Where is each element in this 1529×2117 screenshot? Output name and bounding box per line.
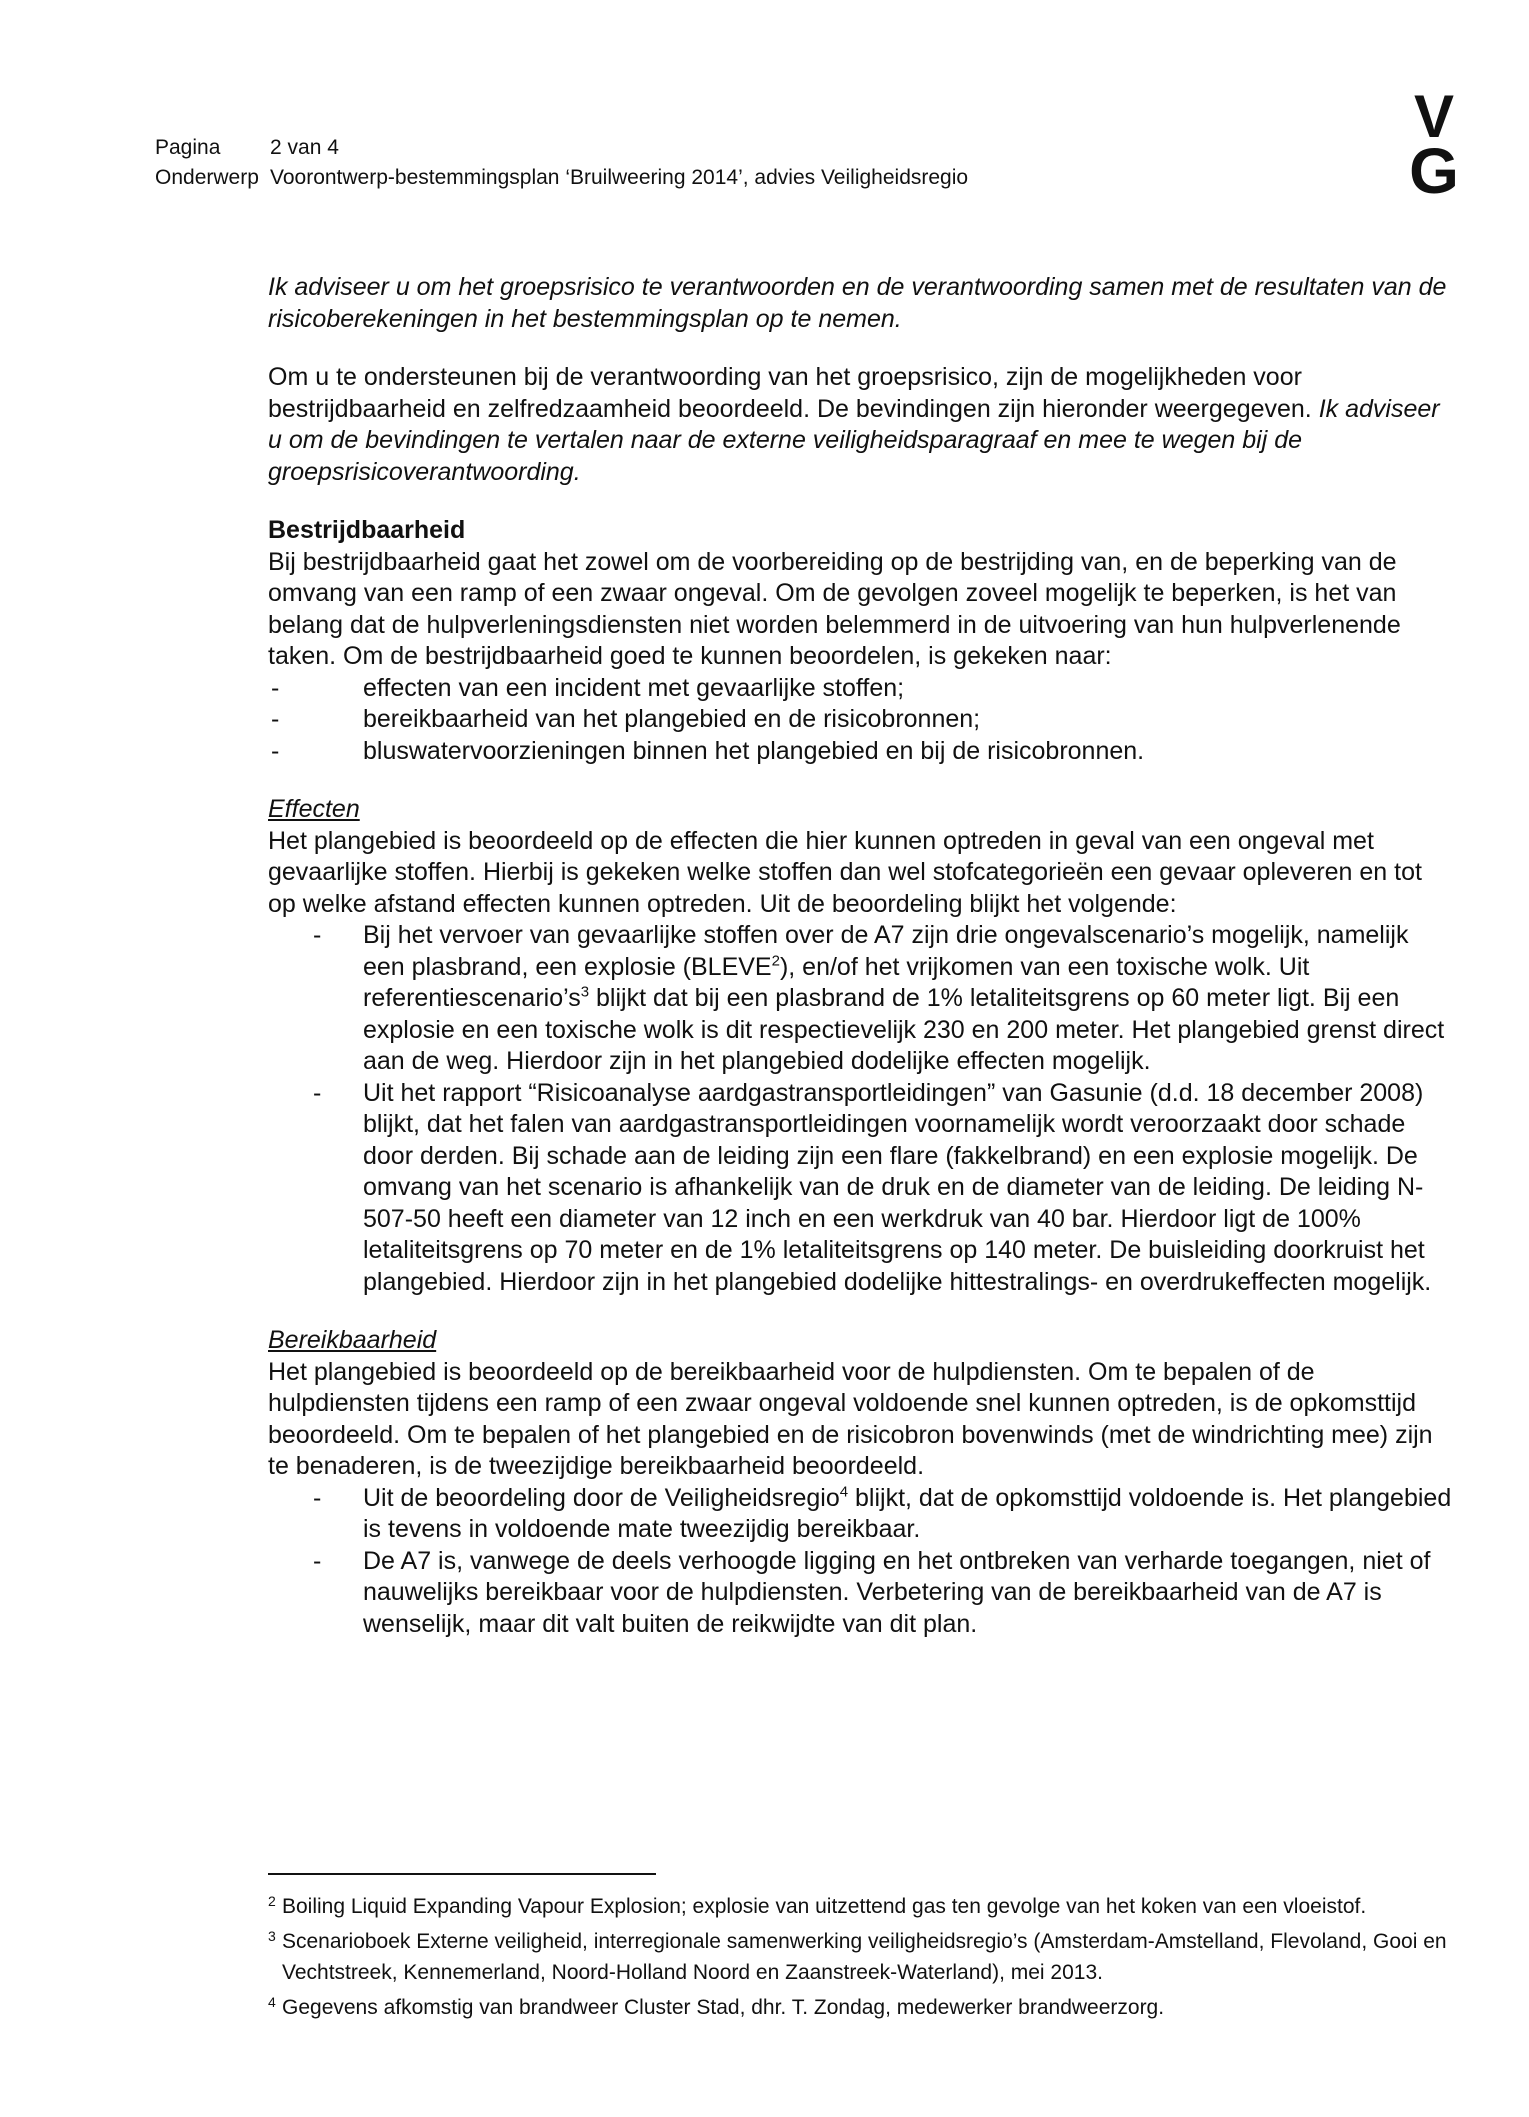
bereikbaarheid-item1-part1: Uit de beoordeling door de Veiligheidsregio — [363, 1483, 840, 1512]
footnote-ref-4: 4 — [839, 1483, 849, 1501]
page-header — [155, 133, 968, 193]
support-text: Om u te ondersteunen bij de verantwoording van het groepsrisico, zijn de mogelijkheden voor bestrijdbaarheid en zelfredzaamheid beoordeeld. De bevindingen zijn hieronder weergegeven. — [268, 363, 1312, 423]
document-body — [268, 272, 1453, 1667]
logo-letter-g: G — [1409, 135, 1459, 207]
logo-letter-v: V — [1413, 83, 1455, 150]
list-item: - De A7 is, vanwege de deels verhoogde ligging en het ontbreken van verharde toegangen, niet of nauwelijks bereikbaar voor de hulpdiensten. Verbetering van de bereikbaarheid van de A7 is wenselijk, maar dit valt buiten de reikwijdte van dit plan. — [363, 1546, 1453, 1641]
effecten-item1-part2: ), en/of het vrijkomen van een toxische wolk. Uit referentiescenario’s — [363, 952, 1310, 1012]
page-number: 2 van 4 — [270, 136, 339, 159]
footnote-text: Scenarioboek Externe veiligheid, interregionale samenwerking veiligheidsregio’s (Amsterdam-Amstelland, Flevoland, Gooi en Vechtstreek, Kennemerland, Noord-Holland Noord en Zaanstreek-Waterland), mei 2013. — [282, 1929, 1447, 1984]
list-item — [363, 920, 1453, 1078]
footnote-3: 3 Scenarioboek Externe veiligheid, interregionale samenwerking veiligheidsregio’s (Amsterdam-Amstelland, Flevoland, Gooi en Vechtstreek, Kennemerland, Noord-Holland Noord en Zaanstreek-Waterland), mei 2013. — [268, 1927, 1447, 1984]
bereikbaarheid-item1-part2: blijkt, dat de opkomsttijd voldoende is. Het plangebied is tevens in voldoende mate tweezijdig bereikbaar. — [363, 1483, 1452, 1543]
bereikbaarheid-body: Het plangebied is beoordeeld op de bereikbaarheid voor de hulpdiensten. Om te bepalen of de hulpdiensten tijdens een ramp of een zwaar ongeval voldoende snel kunnen optreden, is de opkomsttijd beoordeeld. Om te bepalen of het plangebied en de risicobron bovenwinds (met de windrichting mee) zijn te benaderen, is de tweezijdige bereikbaarheid beoordeeld. — [268, 1357, 1433, 1480]
effecten-item1-part3: blijkt dat bij een plasbrand de 1% letaliteitsgrens op 60 meter ligt. Bij een explosie en een toxische wolk is dit respectievelijk 230 en 200 meter. Het plangebied grenst direct aan de weg. Hierdoor zijn in het plangebied dodelijke effecten mogelijk. — [363, 984, 1445, 1075]
subject-value: Voorontwerp-bestemmingsplan ‘Bruilweering 2014’, advies Veiligheidsregio — [270, 166, 969, 189]
effecten-body: Het plangebied is beoordeeld op de effecten die hier kunnen optreden in geval van een ongeval met gevaarlijke stoffen. Hierbij is gekeken welke stoffen dan wel stofcategorieën een gevaar opleveren en tot op welke afstand effecten kunnen optreden. Uit de beoordeling blijkt het volgende: — [268, 826, 1422, 918]
page-label: Pagina — [155, 136, 221, 159]
heading-bereikbaarheid: Bereikbaarheid — [268, 1326, 437, 1354]
footnote-4: 4 Gegevens afkomstig van brandweer Cluster Stad, dhr. T. Zondag, medewerker brandweerzorg. — [268, 1993, 1165, 2019]
effecten-item1-part1: Bij het vervoer van gevaarlijke stoffen over de A7 zijn drie ongevalscenario’s mogelijk, namelijk een plasbrand, een explosie (BLEVE — [363, 921, 1409, 981]
effecten-list — [268, 920, 1453, 1298]
list-item — [363, 1483, 1453, 1546]
list-item: - bereikbaarheid van het plangebied en de risicobronnen; — [268, 704, 1453, 736]
footnote-divider — [268, 1873, 656, 1875]
vg-logo — [1394, 83, 1474, 207]
advice-paragraph-2: Ik adviseer u om de bevindingen te vertalen naar de externe veiligheidsparagraaf en mee te wegen bij de groepsrisicoverantwoording. — [268, 394, 1440, 486]
list-item: - effecten van een incident met gevaarlijke stoffen; — [268, 673, 1453, 705]
footnotes — [268, 1873, 1453, 2026]
bestrijdbaarheid-body: Bij bestrijdbaarheid gaat het zowel om de voorbereiding op de bestrijding van, en de beperking van de omvang van een ramp of een zwaar ongeval. Om de gevolgen zoveel mogelijk te beperken, is het van belang dat de hulpverleningsdiensten niet worden belemmerd in de uitvoering van hun hulpverlenende taken. Om de bestrijdbaarheid goed te kunnen beoordelen, is gekeken naar: — [268, 547, 1401, 670]
footnote-text: Boiling Liquid Expanding Vapour Explosion; explosie van uitzettend gas ten gevolge van het koken van een vloeistof. — [282, 1895, 1367, 1918]
heading-bestrijdbaarheid: Bestrijdbaarheid — [268, 516, 466, 544]
bereikbaarheid-list — [268, 1483, 1453, 1641]
subject-label: Onderwerp — [155, 166, 259, 189]
footnote-ref-3: 3 — [580, 983, 590, 1001]
bestrijdbaarheid-list — [268, 673, 1453, 768]
footnote-ref-2: 2 — [771, 952, 780, 970]
heading-effecten: Effecten — [268, 795, 360, 823]
subject-row — [155, 163, 968, 193]
list-item: - bluswatervoorzieningen binnen het plangebied en bij de risicobronnen. — [268, 736, 1453, 768]
advice-paragraph-1: Ik adviseer u om het groepsrisico te verantwoorden en de verantwoording samen met de resultaten van de risicoberekeningen in het bestemmingsplan op te nemen. — [268, 273, 1447, 333]
list-item: - Uit het rapport “Risicoanalyse aardgastransportleidingen” van Gasunie (d.d. 18 december 2008) blijkt, dat het falen van aardgastransportleidingen voornamelijk wordt veroorzaakt door schade door derden. Bij schade aan de leiding zijn een flare (fakkelbrand) en een explosie mogelijk. De omvang van het scenario is afhankelijk van de druk en de diameter van de leiding. De leiding N-507-50 heeft een diameter van 12 inch en een werkdruk van 40 bar. Hierdoor ligt de 100% letaliteitsgrens op 70 meter en de 1% letaliteitsgrens op 140 meter. De buisleiding doorkruist het plangebied. Hierdoor zijn in het plangebied dodelijke hittestralings- en overdrukeffecten mogelijk. — [363, 1078, 1453, 1299]
footnote-text: Gegevens afkomstig van brandweer Cluster Stad, dhr. T. Zondag, medewerker brandweerzorg. — [282, 1995, 1165, 2019]
footnote-2: 2 Boiling Liquid Expanding Vapour Explosion; explosie van uitzettend gas ten gevolge van het koken van een vloeistof. — [268, 1893, 1367, 1918]
page-number-row — [155, 133, 968, 163]
support-paragraph — [268, 362, 1453, 488]
